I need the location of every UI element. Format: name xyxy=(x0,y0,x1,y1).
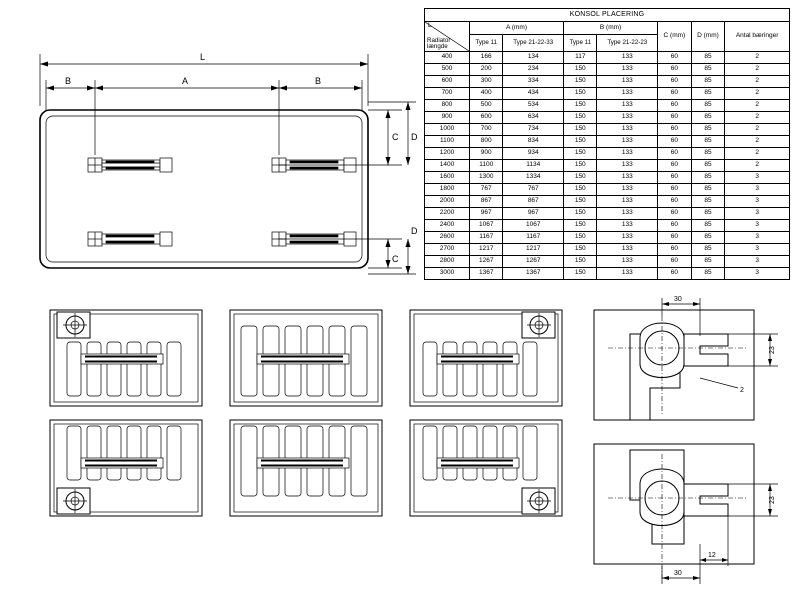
cell-radiator-length: 1100 xyxy=(425,136,470,148)
cell-value: 500 xyxy=(470,100,503,112)
cell-value: 2 xyxy=(725,76,790,88)
bracket-detail-bottom xyxy=(588,440,793,590)
cell-value: 1167 xyxy=(503,232,564,244)
cell-value: 150 xyxy=(564,232,597,244)
cell-value: 600 xyxy=(470,112,503,124)
cell-value: 334 xyxy=(503,76,564,88)
cell-value: 150 xyxy=(564,124,597,136)
detail-top-dim-2-label: 2 xyxy=(740,387,744,394)
cell-value: 133 xyxy=(597,112,658,124)
cell-value: 60 xyxy=(658,208,692,220)
detail-top-dim-23-label: 23 xyxy=(769,346,776,354)
subheader-b-type212223: Type 21-22-23 xyxy=(597,35,658,52)
cell-value: 133 xyxy=(597,64,658,76)
cell-value: 150 xyxy=(564,76,597,88)
cell-value: 150 xyxy=(564,256,597,268)
cell-value: 133 xyxy=(597,220,658,232)
table-row xyxy=(425,148,790,160)
cell-value: 3 xyxy=(725,232,790,244)
cell-radiator-length: 2200 xyxy=(425,208,470,220)
cell-value: 60 xyxy=(658,136,692,148)
cell-value: 85 xyxy=(691,172,725,184)
table-row xyxy=(425,268,790,280)
cell-value: 967 xyxy=(503,208,564,220)
cell-value: 150 xyxy=(564,208,597,220)
group-header-antal: Antal bæringer xyxy=(725,22,790,52)
cell-value: 1334 xyxy=(503,172,564,184)
cell-value: 133 xyxy=(597,52,658,64)
table-row xyxy=(425,160,790,172)
cell-value: 434 xyxy=(503,88,564,100)
table-row xyxy=(425,244,790,256)
corner-label-bottom: Radiator længde xyxy=(427,36,451,50)
cell-value: 150 xyxy=(564,244,597,256)
detail-bottom-dim-23-label: 23 xyxy=(769,496,776,504)
cell-value: 3 xyxy=(725,184,790,196)
cell-radiator-length: 2400 xyxy=(425,220,470,232)
cell-value: 150 xyxy=(564,88,597,100)
cell-value: 1367 xyxy=(470,268,503,280)
table-row xyxy=(425,232,790,244)
cell-value: 834 xyxy=(503,136,564,148)
group-header-d: D (mm) xyxy=(691,22,725,52)
dim-C-top-label: C xyxy=(392,132,399,142)
cell-value: 1217 xyxy=(470,244,503,256)
cell-radiator-length: 500 xyxy=(425,64,470,76)
cell-value: 967 xyxy=(470,208,503,220)
table-row xyxy=(425,100,790,112)
table-row xyxy=(425,64,790,76)
cell-value: 85 xyxy=(691,244,725,256)
cell-value: 2 xyxy=(725,64,790,76)
cell-value: 60 xyxy=(658,184,692,196)
cell-value: 1067 xyxy=(503,220,564,232)
cell-value: 85 xyxy=(691,112,725,124)
cell-value: 60 xyxy=(658,244,692,256)
cell-value: 60 xyxy=(658,220,692,232)
cell-value: 2 xyxy=(725,88,790,100)
dimension-B-left xyxy=(46,76,95,110)
cell-value: 867 xyxy=(503,196,564,208)
cell-value: 85 xyxy=(691,208,725,220)
table-row xyxy=(425,172,790,184)
radiator-top-view xyxy=(10,40,420,275)
cell-value: 1100 xyxy=(470,160,503,172)
cell-value: 1217 xyxy=(503,244,564,256)
cell-value: 85 xyxy=(691,220,725,232)
cell-value: 2 xyxy=(725,136,790,148)
dimension-D-bottom xyxy=(368,226,418,274)
cell-value: 1267 xyxy=(470,256,503,268)
dim-C-bottom-label: C xyxy=(392,254,399,264)
corner-label-top: L xyxy=(428,22,432,29)
cell-value: 85 xyxy=(691,268,725,280)
cell-value: 150 xyxy=(564,184,597,196)
dim-B-right-label: B xyxy=(315,76,322,86)
detail-bottom-dim-30 xyxy=(662,566,700,584)
table-row xyxy=(425,256,790,268)
cell-value: 200 xyxy=(470,64,503,76)
table-row xyxy=(425,88,790,100)
cell-value: 60 xyxy=(658,232,692,244)
cell-value: 133 xyxy=(597,172,658,184)
cell-value: 2 xyxy=(725,100,790,112)
dim-L-label: L xyxy=(200,52,206,62)
dimension-B-right xyxy=(279,76,362,110)
group-header-c: C (mm) xyxy=(658,22,692,52)
table-row xyxy=(425,112,790,124)
cell-value: 60 xyxy=(658,160,692,172)
cell-value: 85 xyxy=(691,124,725,136)
cell-value: 85 xyxy=(691,52,725,64)
cell-value: 2 xyxy=(725,124,790,136)
table-row xyxy=(425,196,790,208)
cell-value: 133 xyxy=(597,208,658,220)
cell-value: 1367 xyxy=(503,268,564,280)
cell-value: 3 xyxy=(725,172,790,184)
cell-value: 60 xyxy=(658,88,692,100)
konsol-placering-table xyxy=(424,8,790,280)
table-row xyxy=(425,52,790,64)
radiator-view-top-middle xyxy=(230,310,382,406)
cell-value: 150 xyxy=(564,268,597,280)
cell-value: 60 xyxy=(658,268,692,280)
detail-bottom-dim-12-label: 12 xyxy=(708,552,716,559)
cell-value: 3 xyxy=(725,196,790,208)
detail-bottom-dim-30-label: 30 xyxy=(674,570,682,577)
dim-B-left-label: B xyxy=(65,76,72,86)
cell-radiator-length: 2600 xyxy=(425,232,470,244)
cell-value: 133 xyxy=(597,136,658,148)
cell-value: 60 xyxy=(658,64,692,76)
cell-radiator-length: 700 xyxy=(425,88,470,100)
table-row xyxy=(425,208,790,220)
table-row xyxy=(425,184,790,196)
cell-value: 150 xyxy=(564,112,597,124)
cell-value: 3 xyxy=(725,244,790,256)
cell-value: 85 xyxy=(691,232,725,244)
cell-value: 85 xyxy=(691,196,725,208)
cell-value: 85 xyxy=(691,148,725,160)
cell-value: 150 xyxy=(564,220,597,232)
cell-value: 534 xyxy=(503,100,564,112)
cell-value: 767 xyxy=(503,184,564,196)
subheader-b-type11: Type 11 xyxy=(564,35,597,52)
cell-value: 133 xyxy=(597,268,658,280)
cell-value: 150 xyxy=(564,64,597,76)
cell-value: 700 xyxy=(470,124,503,136)
cell-value: 734 xyxy=(503,124,564,136)
subheader-a-type212233: Type 21-22-33 xyxy=(503,35,564,52)
cell-value: 900 xyxy=(470,148,503,160)
cell-radiator-length: 600 xyxy=(425,76,470,88)
cell-value: 634 xyxy=(503,112,564,124)
cell-radiator-length: 2000 xyxy=(425,196,470,208)
radiator-view-bottom-middle xyxy=(230,420,382,516)
cell-value: 150 xyxy=(564,100,597,112)
cell-value: 1300 xyxy=(470,172,503,184)
dim-A-label: A xyxy=(182,76,189,86)
cell-value: 150 xyxy=(564,196,597,208)
bracket-detail-top xyxy=(588,292,793,427)
cell-value: 134 xyxy=(503,52,564,64)
cell-value: 133 xyxy=(597,256,658,268)
cell-value: 3 xyxy=(725,268,790,280)
cell-value: 3 xyxy=(725,256,790,268)
cell-radiator-length: 800 xyxy=(425,100,470,112)
cell-radiator-length: 900 xyxy=(425,112,470,124)
table-row xyxy=(425,124,790,136)
cell-value: 60 xyxy=(658,100,692,112)
cell-value: 60 xyxy=(658,52,692,64)
cell-value: 2 xyxy=(725,160,790,172)
cell-value: 400 xyxy=(470,88,503,100)
cell-value: 2 xyxy=(725,148,790,160)
cell-value: 767 xyxy=(470,184,503,196)
subheader-a-type11: Type 11 xyxy=(470,35,503,52)
cell-value: 60 xyxy=(658,124,692,136)
cell-radiator-length: 2800 xyxy=(425,256,470,268)
cell-value: 133 xyxy=(597,232,658,244)
cell-radiator-length: 1200 xyxy=(425,148,470,160)
cell-value: 133 xyxy=(597,124,658,136)
cell-radiator-length: 1400 xyxy=(425,160,470,172)
radiator-view-top-left xyxy=(50,310,202,406)
cell-radiator-length: 1000 xyxy=(425,124,470,136)
cell-value: 133 xyxy=(597,184,658,196)
cell-value: 234 xyxy=(503,64,564,76)
cell-value: 60 xyxy=(658,148,692,160)
dim-D-bottom-label: D xyxy=(411,226,418,236)
cell-value: 133 xyxy=(597,148,658,160)
cell-value: 133 xyxy=(597,76,658,88)
cell-value: 2 xyxy=(725,112,790,124)
detail-top-dim-30-label: 30 xyxy=(674,296,682,303)
radiator-view-bottom-right xyxy=(410,420,562,516)
cell-radiator-length: 1800 xyxy=(425,184,470,196)
radiator-view-top-right xyxy=(410,310,562,406)
cell-value: 300 xyxy=(470,76,503,88)
cell-value: 1134 xyxy=(503,160,564,172)
cell-value: 85 xyxy=(691,76,725,88)
bracket-bottom-left xyxy=(88,232,172,246)
cell-value: 85 xyxy=(691,64,725,76)
cell-radiator-length: 1600 xyxy=(425,172,470,184)
cell-value: 133 xyxy=(597,244,658,256)
cell-value: 117 xyxy=(564,52,597,64)
radiator-view-bottom-left xyxy=(50,420,202,516)
cell-radiator-length: 3000 xyxy=(425,268,470,280)
cell-value: 867 xyxy=(470,196,503,208)
cell-value: 60 xyxy=(658,112,692,124)
table-row xyxy=(425,76,790,88)
cell-radiator-length: 2700 xyxy=(425,244,470,256)
cell-value: 2 xyxy=(725,52,790,64)
table-row xyxy=(425,136,790,148)
table-body xyxy=(425,52,790,280)
cell-value: 1267 xyxy=(503,256,564,268)
cell-value: 133 xyxy=(597,88,658,100)
cell-value: 85 xyxy=(691,100,725,112)
cell-value: 133 xyxy=(597,196,658,208)
cell-value: 1067 xyxy=(470,220,503,232)
cell-value: 85 xyxy=(691,256,725,268)
cell-value: 150 xyxy=(564,136,597,148)
radiator-type-views xyxy=(45,298,585,548)
cell-value: 150 xyxy=(564,160,597,172)
cell-value: 133 xyxy=(597,100,658,112)
cell-value: 60 xyxy=(658,76,692,88)
cell-value: 3 xyxy=(725,220,790,232)
cell-value: 60 xyxy=(658,172,692,184)
cell-value: 133 xyxy=(597,160,658,172)
cell-value: 166 xyxy=(470,52,503,64)
cell-value: 85 xyxy=(691,184,725,196)
cell-value: 150 xyxy=(564,172,597,184)
cell-value: 934 xyxy=(503,148,564,160)
bracket-top-left xyxy=(88,158,172,172)
cell-value: 1167 xyxy=(470,232,503,244)
cell-value: 800 xyxy=(470,136,503,148)
cell-value: 85 xyxy=(691,88,725,100)
dim-D-top-label: D xyxy=(411,132,418,142)
cell-value: 85 xyxy=(691,160,725,172)
table-row xyxy=(425,220,790,232)
cell-radiator-length: 400 xyxy=(425,52,470,64)
cell-value: 60 xyxy=(658,196,692,208)
table-corner-header xyxy=(425,22,470,52)
cell-value: 3 xyxy=(725,208,790,220)
cell-value: 150 xyxy=(564,148,597,160)
cell-value: 85 xyxy=(691,136,725,148)
cell-value: 60 xyxy=(658,256,692,268)
table-title: KONSOL PLACERING xyxy=(425,9,790,22)
group-header-a: A (mm) xyxy=(470,22,564,35)
group-header-b: B (mm) xyxy=(564,22,658,35)
